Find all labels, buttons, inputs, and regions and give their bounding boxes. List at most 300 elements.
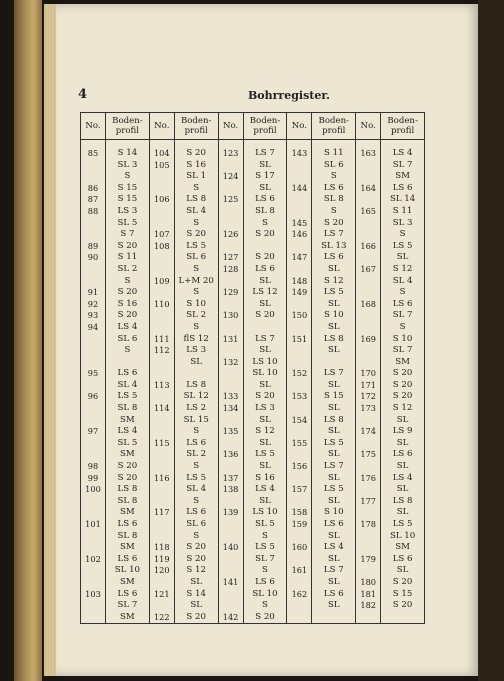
bohrung-no	[81, 612, 106, 624]
bohrung-no	[149, 484, 174, 496]
bohrung-no	[149, 310, 174, 322]
bodenprofil-cell: S 16	[106, 299, 150, 311]
bohrung-no: 131	[218, 334, 243, 346]
bohrung-no: 157	[287, 484, 312, 496]
bodenprofil-cell: SL	[312, 345, 356, 357]
table-row	[81, 252, 425, 264]
bohrung-no: 177	[356, 496, 381, 508]
bodenprofil-cell: LS 6	[381, 183, 425, 195]
bodenprofil-cell: S 20	[243, 252, 287, 264]
bodenprofil-cell: SL	[243, 160, 287, 172]
table-row	[81, 142, 425, 160]
bodenprofil-cell: S 20	[106, 287, 150, 299]
bodenprofil-cell: SL	[312, 473, 356, 485]
bodenprofil-cell: SL 8	[106, 496, 150, 508]
bohrung-no: 165	[356, 206, 381, 218]
table-row	[81, 449, 425, 461]
bodenprofil-cell: SL	[312, 449, 356, 461]
bodenprofil-cell: S 20	[106, 310, 150, 322]
bodenprofil-cell: SL 15	[174, 415, 218, 427]
bohrung-no: 171	[356, 380, 381, 392]
bodenprofil-cell: S	[106, 171, 150, 183]
bodenprofil-cell: LS 6	[381, 299, 425, 311]
bodenprofil-cell: SL	[312, 264, 356, 276]
bodenprofil-cell: SM	[106, 542, 150, 554]
bohrung-no	[149, 496, 174, 508]
bohrung-no: 93	[81, 310, 106, 322]
bohrung-no	[287, 322, 312, 334]
bodenprofil-cell: LS 6	[106, 589, 150, 601]
bodenprofil-cell: S 16	[174, 160, 218, 172]
bodenprofil-cell: LS 6	[174, 507, 218, 519]
table-row	[81, 206, 425, 218]
bohrung-no	[81, 264, 106, 276]
bodenprofil-cell	[312, 612, 356, 624]
table-row	[81, 229, 425, 241]
bodenprofil-cell: SL 8	[312, 194, 356, 206]
bodenprofil-cell: SL	[174, 577, 218, 589]
bodenprofil-cell: S 20	[243, 310, 287, 322]
bodenprofil-cell: LS 6	[106, 368, 150, 380]
bodenprofil-cell: LS 6	[381, 554, 425, 566]
bohrung-no: 181	[356, 589, 381, 601]
bohrung-no: 111	[149, 334, 174, 346]
bohrung-no	[218, 345, 243, 357]
bohrung-no	[81, 496, 106, 508]
bodenprofil-cell: S 17	[243, 171, 287, 183]
bodenprofil-cell: SL 6	[106, 334, 150, 346]
bodenprofil-cell: LS 5	[312, 484, 356, 496]
bohrung-no: 92	[81, 299, 106, 311]
bodenprofil-cell: SL	[381, 438, 425, 450]
bohrung-no: 85	[81, 142, 106, 160]
bohrung-no	[218, 299, 243, 311]
bodenprofil-cell: SL	[312, 531, 356, 543]
table-row	[81, 496, 425, 508]
bodenprofil-cell	[381, 612, 425, 624]
bodenprofil-cell: SL 8	[243, 206, 287, 218]
bohrung-no	[149, 206, 174, 218]
bohrung-no: 148	[287, 276, 312, 288]
bohrung-no	[218, 241, 243, 253]
bodenprofil-cell: S	[381, 229, 425, 241]
bohrung-no	[287, 160, 312, 172]
bohrung-no	[356, 438, 381, 450]
bodenprofil-cell: SL 2	[106, 264, 150, 276]
bodenprofil-cell: S 15	[106, 194, 150, 206]
table-row	[81, 426, 425, 438]
bodenprofil-cell: S 20	[174, 542, 218, 554]
bodenprofil-cell: SL 13	[312, 241, 356, 253]
bohrung-no	[149, 577, 174, 589]
bohrung-no: 156	[287, 461, 312, 473]
bodenprofil-cell: SL 12	[174, 391, 218, 403]
table-row	[81, 415, 425, 427]
bodenprofil-cell: LS 3	[174, 345, 218, 357]
bohrung-no	[218, 276, 243, 288]
bohrung-no	[356, 252, 381, 264]
bodenprofil-cell: LS 6	[312, 183, 356, 195]
bodenprofil-cell: LS 7	[312, 229, 356, 241]
bohrung-no	[149, 600, 174, 612]
table-body	[81, 140, 425, 624]
bohrung-no	[287, 264, 312, 276]
bohrung-no: 143	[287, 142, 312, 160]
bohrung-no: 121	[149, 589, 174, 601]
bohrung-no	[218, 461, 243, 473]
table-row	[81, 322, 425, 334]
bodenprofil-cell: S 15	[381, 589, 425, 601]
bodenprofil-cell: SL 7	[106, 600, 150, 612]
bohrung-no	[218, 160, 243, 172]
bodenprofil-cell: S 20	[381, 380, 425, 392]
bohrung-no	[149, 531, 174, 543]
bodenprofil-cell: S 10	[312, 507, 356, 519]
bodenprofil-cell: S	[312, 171, 356, 183]
bohrung-no: 142	[218, 612, 243, 624]
bodenprofil-cell: SL	[312, 496, 356, 508]
bodenprofil-cell: LS 2	[174, 403, 218, 415]
bodenprofil-cell: SL 6	[312, 160, 356, 172]
table-row	[81, 519, 425, 531]
book-spine	[14, 0, 42, 681]
bohrung-no: 146	[287, 229, 312, 241]
bodenprofil-cell: SL 7	[381, 310, 425, 322]
bohrung-no: 179	[356, 554, 381, 566]
bodenprofil-cell: LS 5	[243, 542, 287, 554]
bodenprofil-cell: SL	[312, 577, 356, 589]
bodenprofil-cell: S 20	[243, 391, 287, 403]
bohrung-no	[356, 171, 381, 183]
bohrung-no: 163	[356, 142, 381, 160]
bodenprofil-cell: SL	[381, 565, 425, 577]
bohrung-no	[81, 403, 106, 415]
bodenprofil-cell: S 16	[243, 473, 287, 485]
bodenprofil-cell: LS 8	[381, 496, 425, 508]
bodenprofil-cell: SL 5	[106, 438, 150, 450]
bodenprofil-cell: S	[106, 276, 150, 288]
bodenprofil-cell: LS 8	[106, 484, 150, 496]
bohrung-no: 103	[81, 589, 106, 601]
bohrung-no: 97	[81, 426, 106, 438]
header-no: No.	[356, 113, 381, 140]
bodenprofil-cell: S	[243, 565, 287, 577]
bodenprofil-cell: SL	[312, 322, 356, 334]
bohrung-no: 127	[218, 252, 243, 264]
bohrung-no	[81, 577, 106, 589]
bodenprofil-cell: SM	[106, 507, 150, 519]
bohrung-no: 104	[149, 142, 174, 160]
bodenprofil-cell: SL 7	[243, 554, 287, 566]
bodenprofil-cell: SL 3	[381, 218, 425, 230]
bodenprofil-cell: SL	[243, 276, 287, 288]
bodenprofil-cell: SL 10	[106, 565, 150, 577]
bodenprofil-cell: SL 7	[381, 345, 425, 357]
bodenprofil-cell: SL	[243, 461, 287, 473]
bohrung-no: 113	[149, 380, 174, 392]
table-row	[81, 241, 425, 253]
bodenprofil-cell: S 10	[174, 299, 218, 311]
bohrung-no: 166	[356, 241, 381, 253]
bohrung-no	[287, 241, 312, 253]
bohrung-no: 140	[218, 542, 243, 554]
bodenprofil-cell: SL 10	[243, 589, 287, 601]
bodenprofil-cell: S	[174, 322, 218, 334]
bodenprofil-cell: SL 4	[381, 276, 425, 288]
bohrung-no: 110	[149, 299, 174, 311]
bodenprofil-cell: LS 6	[106, 519, 150, 531]
bodenprofil-cell: S 20	[312, 218, 356, 230]
bodenprofil-cell: S	[243, 600, 287, 612]
bohrung-no	[356, 229, 381, 241]
bohrung-no	[356, 484, 381, 496]
bodenprofil-cell: S 10	[312, 310, 356, 322]
bohrung-no: 180	[356, 577, 381, 589]
table-row	[81, 345, 425, 357]
bohrung-no: 141	[218, 577, 243, 589]
bodenprofil-cell	[243, 241, 287, 253]
bodenprofil-cell: SL	[243, 496, 287, 508]
bohrung-no	[81, 171, 106, 183]
bodenprofil-cell: S 12	[381, 403, 425, 415]
bodenprofil-cell: SL 10	[243, 368, 287, 380]
bodenprofil-cell: SL 1	[174, 171, 218, 183]
bodenprofil-cell: LS 6	[312, 252, 356, 264]
table-row	[81, 391, 425, 403]
bohrung-no: 100	[81, 484, 106, 496]
bohrung-no	[81, 542, 106, 554]
bodenprofil-cell: S 20	[174, 229, 218, 241]
bohrung-no: 120	[149, 565, 174, 577]
bodenprofil-cell: S	[381, 287, 425, 299]
bodenprofil-cell: SL 10	[381, 531, 425, 543]
table-row	[81, 194, 425, 206]
bodenprofil-cell: S	[312, 206, 356, 218]
bodenprofil-cell: S	[174, 496, 218, 508]
bodenprofil-cell: LS 7	[312, 565, 356, 577]
bohrung-no	[81, 276, 106, 288]
bodenprofil-cell: S 7	[106, 229, 150, 241]
bohrung-no: 176	[356, 473, 381, 485]
bodenprofil-cell	[106, 357, 150, 369]
bodenprofil-cell: LS 6	[243, 577, 287, 589]
bodenprofil-cell: S	[381, 322, 425, 334]
bohrung-no: 90	[81, 252, 106, 264]
bohrung-no	[218, 218, 243, 230]
bohrung-no	[287, 403, 312, 415]
bohrung-no	[218, 600, 243, 612]
bodenprofil-cell: S 11	[381, 206, 425, 218]
bohrung-no: 175	[356, 449, 381, 461]
bohrung-no: 109	[149, 276, 174, 288]
bodenprofil-cell: LS 5	[243, 449, 287, 461]
table-row	[81, 276, 425, 288]
bohrung-no	[356, 194, 381, 206]
bodenprofil-cell: LS 5	[312, 287, 356, 299]
bodenprofil-cell: LS 8	[312, 334, 356, 346]
bodenprofil-cell: LS 5	[174, 241, 218, 253]
header-bodenprofil: Boden- profil	[174, 113, 218, 140]
bodenprofil-cell: SL	[381, 484, 425, 496]
bohrung-no	[149, 287, 174, 299]
bohrung-no: 132	[218, 357, 243, 369]
bohrung-no: 124	[218, 171, 243, 183]
bodenprofil-cell: L+M 20	[174, 276, 218, 288]
bohrung-no: 105	[149, 160, 174, 172]
bodenprofil-cell: LS 5	[381, 241, 425, 253]
bodenprofil-cell: S	[174, 531, 218, 543]
table-row	[81, 183, 425, 195]
bodenprofil-cell: LS 8	[312, 415, 356, 427]
bodenprofil-cell: LS 3	[243, 403, 287, 415]
bohrung-no: 88	[81, 206, 106, 218]
bohrung-no	[356, 345, 381, 357]
bohrung-no: 129	[218, 287, 243, 299]
bodenprofil-cell: SL	[243, 345, 287, 357]
bodenprofil-cell: S	[174, 426, 218, 438]
table-row	[81, 612, 425, 624]
bodenprofil-cell: SL 4	[106, 380, 150, 392]
bohrung-no: 91	[81, 287, 106, 299]
bohrung-no	[81, 565, 106, 577]
bohrung-no: 114	[149, 403, 174, 415]
bohrung-no: 108	[149, 241, 174, 253]
bodenprofil-cell: LS 3	[106, 206, 150, 218]
bohrung-no	[218, 531, 243, 543]
bohrung-no	[81, 531, 106, 543]
table-row	[81, 218, 425, 230]
bohrung-no: 164	[356, 183, 381, 195]
table-row	[81, 171, 425, 183]
table-row	[81, 299, 425, 311]
bohrung-no	[81, 345, 106, 357]
bohrung-no	[218, 183, 243, 195]
bohrung-no: 89	[81, 241, 106, 253]
bohrung-no	[356, 542, 381, 554]
bohrung-no: 95	[81, 368, 106, 380]
table-row	[81, 473, 425, 485]
table-row	[81, 264, 425, 276]
bodenprofil-cell: S	[106, 345, 150, 357]
table-row	[81, 600, 425, 612]
bohrung-no: 107	[149, 229, 174, 241]
bodenprofil-cell: SL	[381, 252, 425, 264]
bodenprofil-cell: LS 8	[174, 380, 218, 392]
bodenprofil-cell: SL 4	[174, 206, 218, 218]
bohrung-no: 178	[356, 519, 381, 531]
bodenprofil-cell: S 10	[381, 334, 425, 346]
bohrung-no	[287, 612, 312, 624]
bohrung-no	[218, 589, 243, 601]
bohrung-no	[218, 554, 243, 566]
bohrung-no	[81, 438, 106, 450]
bodenprofil-cell: SL 2	[174, 449, 218, 461]
bodenprofil-cell: S 12	[381, 264, 425, 276]
bohrung-no: 162	[287, 589, 312, 601]
bohrung-no: 150	[287, 310, 312, 322]
bohrung-no	[287, 449, 312, 461]
bohrung-no: 170	[356, 368, 381, 380]
bodenprofil-cell: LS 10	[243, 507, 287, 519]
bohrung-no	[218, 496, 243, 508]
bohrung-no	[287, 194, 312, 206]
bodenprofil-cell: LS 4	[106, 426, 150, 438]
bohrung-no: 128	[218, 264, 243, 276]
bodenprofil-cell: SL	[174, 357, 218, 369]
running-head: Bohrregister.	[248, 89, 330, 102]
header-no: No.	[149, 113, 174, 140]
bohrung-no	[356, 160, 381, 172]
bohrung-no	[356, 322, 381, 334]
bodenprofil-cell: LS 9	[381, 426, 425, 438]
bodenprofil-cell: LS 12	[243, 287, 287, 299]
bodenprofil-cell	[174, 368, 218, 380]
bohrung-no	[149, 171, 174, 183]
bohrung-no	[81, 449, 106, 461]
bohrung-no	[81, 357, 106, 369]
bohrung-no: 101	[81, 519, 106, 531]
bohrung-no	[356, 415, 381, 427]
bohrung-no	[81, 334, 106, 346]
bodenprofil-cell: SL	[312, 426, 356, 438]
table-row	[81, 542, 425, 554]
bohrung-no	[287, 357, 312, 369]
bodenprofil-cell: S 15	[312, 391, 356, 403]
bodenprofil-cell: LS 6	[243, 264, 287, 276]
bohrung-no: 136	[218, 449, 243, 461]
bodenprofil-cell: LS 6	[174, 438, 218, 450]
bohrung-no	[218, 368, 243, 380]
bohrung-no	[356, 565, 381, 577]
table-row	[81, 554, 425, 566]
bohrung-no	[149, 322, 174, 334]
bohrung-no	[356, 612, 381, 624]
bohrung-no: 135	[218, 426, 243, 438]
bohrung-no: 169	[356, 334, 381, 346]
bodenprofil-cell: SL	[312, 600, 356, 612]
table-row	[81, 310, 425, 322]
bodenprofil-cell: SL	[381, 415, 425, 427]
bohrung-no: 134	[218, 403, 243, 415]
bodenprofil-cell: S 15	[106, 183, 150, 195]
bodenprofil-cell: LS 8	[174, 194, 218, 206]
bohrung-no: 173	[356, 403, 381, 415]
table-row	[81, 589, 425, 601]
bohrung-no: 144	[287, 183, 312, 195]
bodenprofil-cell: SL 3	[106, 160, 150, 172]
bodenprofil-cell: S 20	[243, 612, 287, 624]
header-bodenprofil: Boden- profil	[312, 113, 356, 140]
bodenprofil-cell: LS 6	[312, 589, 356, 601]
bohrung-no	[81, 229, 106, 241]
header-bodenprofil: Boden- profil	[243, 113, 287, 140]
table-row	[81, 565, 425, 577]
bohrung-no	[356, 310, 381, 322]
bohrung-no: 154	[287, 415, 312, 427]
bohrung-no: 94	[81, 322, 106, 334]
bohrung-no: 161	[287, 565, 312, 577]
bodenprofil-cell: SM	[381, 357, 425, 369]
table-row	[81, 160, 425, 172]
bohrung-no: 119	[149, 554, 174, 566]
bohrung-no	[149, 252, 174, 264]
bohrung-no: 96	[81, 391, 106, 403]
bohrung-no: 98	[81, 461, 106, 473]
bohrung-no	[287, 171, 312, 183]
table-row	[81, 287, 425, 299]
bodenprofil-cell: LS 7	[243, 334, 287, 346]
bodenprofil-cell: LS 7	[243, 142, 287, 160]
